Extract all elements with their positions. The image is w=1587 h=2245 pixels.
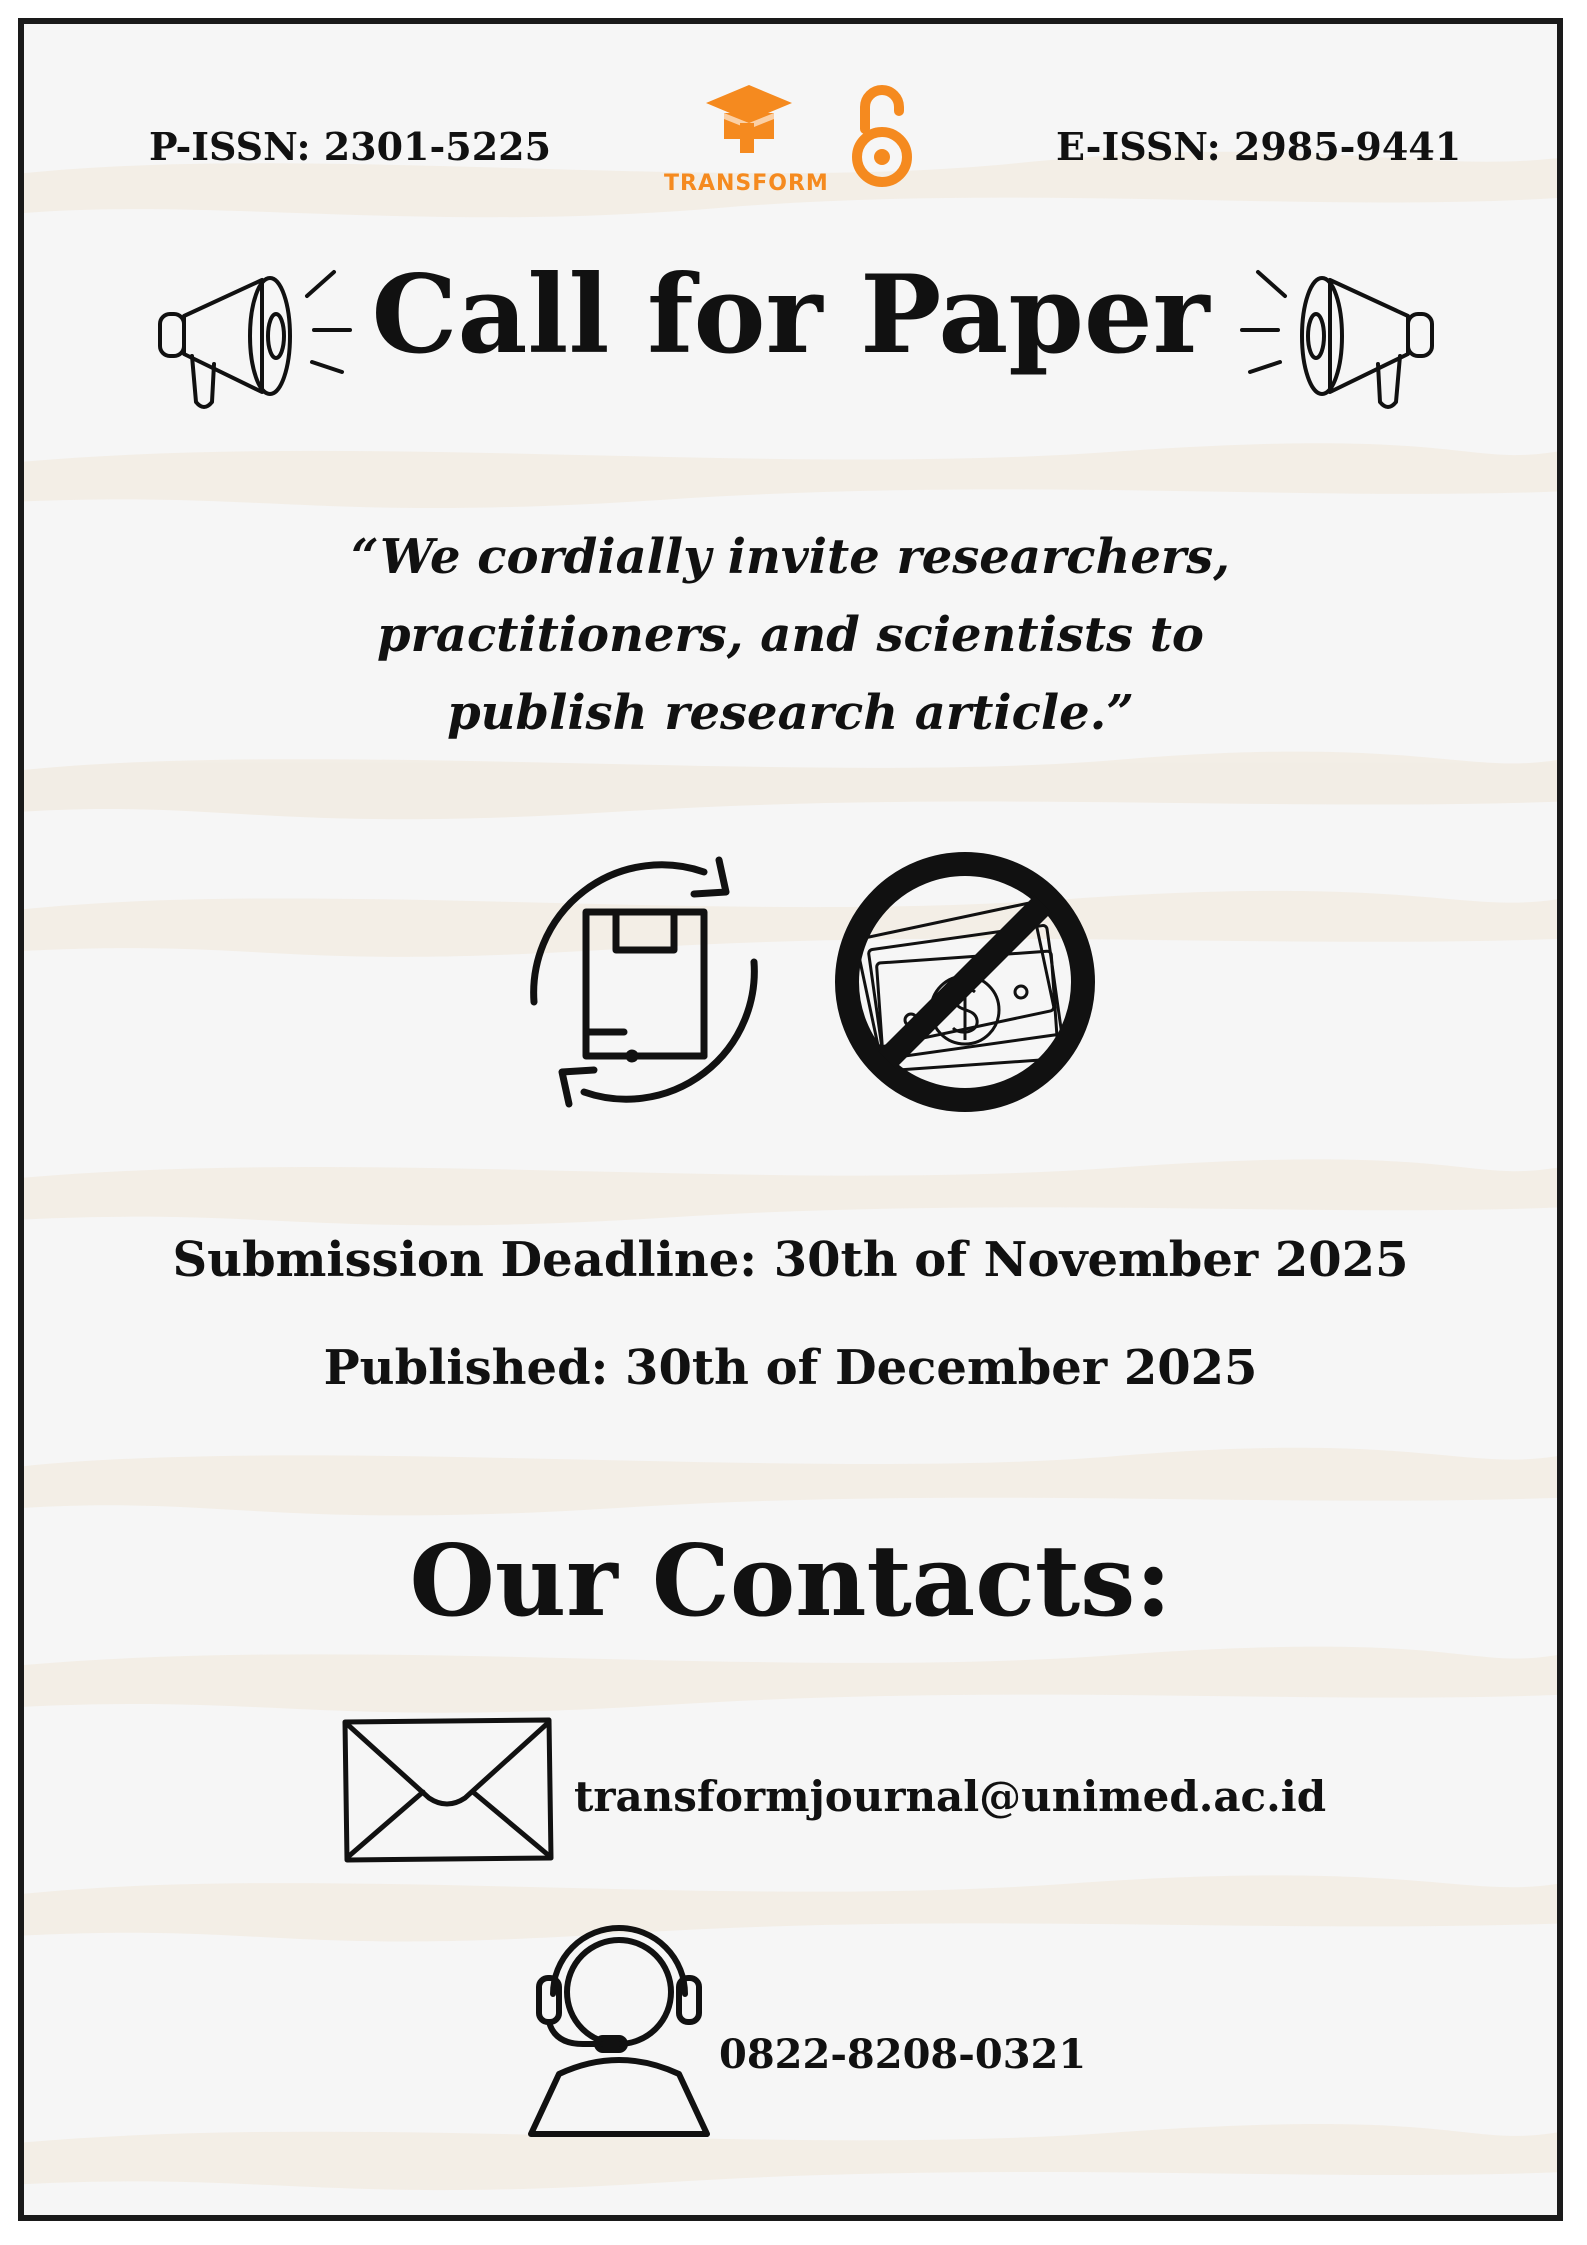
box-cycle-icon xyxy=(504,842,784,1122)
submission-deadline: Submission Deadline: 30th of November 2025 xyxy=(172,1232,1409,1288)
journal-logo xyxy=(664,79,914,209)
e-issn: E-ISSN: 2985-9441 xyxy=(1056,124,1462,169)
no-money-icon xyxy=(825,842,1105,1122)
quote-line: publish research article.” xyxy=(447,685,1134,741)
p-issn: P-ISSN: 2301-5225 xyxy=(149,124,552,169)
logo-text: TRANSFORM xyxy=(664,171,829,196)
invitation-quote xyxy=(24,518,1557,752)
open-access-icon xyxy=(847,79,917,189)
published-date: Published: 30th of December 2025 xyxy=(323,1340,1258,1396)
contact-email[interactable]: transformjournal@unimed.ac.id xyxy=(574,1772,1327,1821)
contacts-heading: Our Contacts: xyxy=(409,1524,1172,1639)
quote-line: practitioners, and scientists to xyxy=(377,607,1204,663)
headset-person-icon xyxy=(519,1914,719,2144)
graduation-cap-icon xyxy=(704,79,794,159)
envelope-icon xyxy=(339,1714,559,1864)
page-title: Call for Paper xyxy=(371,252,1210,378)
contact-phone[interactable]: 0822-8208-0321 xyxy=(719,2031,1087,2078)
poster xyxy=(18,18,1563,2221)
quote-line: “We cordially invite researchers, xyxy=(351,529,1230,585)
